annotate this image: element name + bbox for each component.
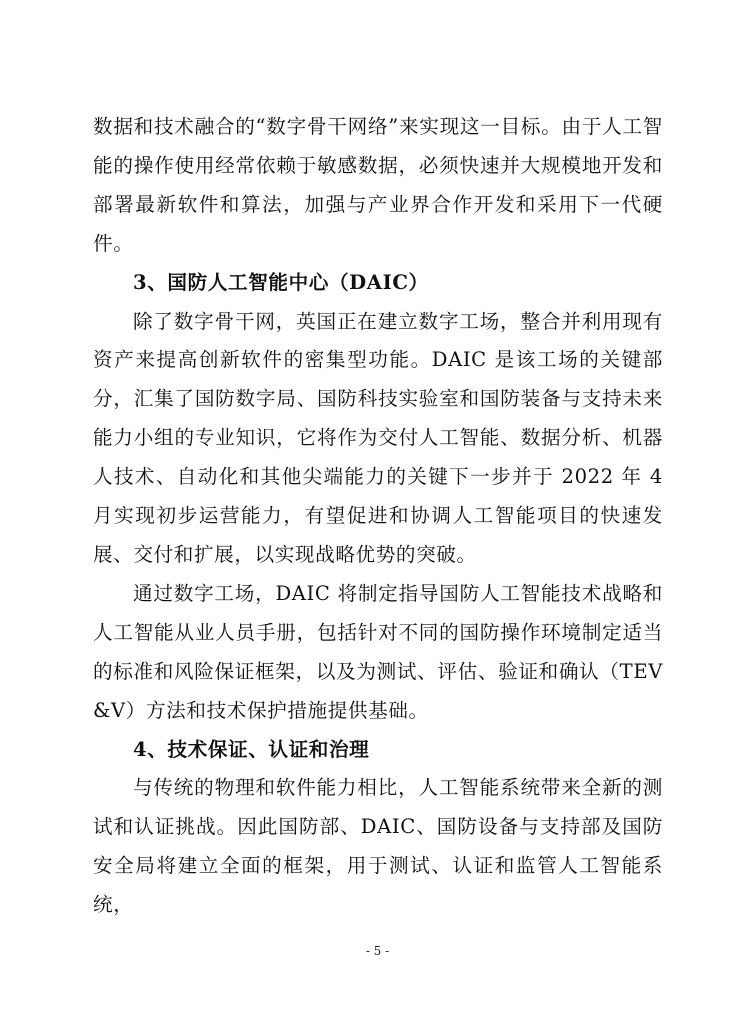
body-paragraph-daic-intro: 除了数字骨干网，英国正在建立数字工场，整合并利用现有资产来提高创新软件的密集型功能。DAIC 是该工场的关键部分，汇集了国防数字局、国防科技实验室和国防装备与支持未来能力小组的专业知识，它将作为交付人工智能、数据分析、机器人技术、自动化和其他尖端能力的关键下一步并于 2022 年 4 月实现初步运营能力，有望促进和协调人工智能项目的快速发展、交付和扩展，以实现战略优势的突破。 [93,309,663,566]
section-heading-4: 4、技术保证、认证和治理 [133,737,370,761]
body-paragraph-digital-foundry: 通过数字工场，DAIC 将制定指导国防人工智能技术战略和人工智能从业人员手册，包括针对不同的国防操作环境制定适当的标准和风险保证框架，以及为测试、评估、验证和确认（TEV&V）方法和技术保护措施提供基础。 [93,581,663,722]
section-heading-3: 3、国防人工智能中心（DAIC） [133,270,429,294]
body-paragraph-continued: 数据和技术融合的“数字骨干网络”来实现这一目标。由于人工智能的操作使用经常依赖于敏感数据，必须快速并大规模地开发和部署最新软件和算法，加强与产业界合作开发和采用下一代硬件。 [93,115,663,255]
body-paragraph-assurance: 与传统的物理和软件能力相比，人工智能系统带来全新的测试和认证挑战。因此国防部、DAIC、国防设备与支持部及国防安全局将建立全面的框架，用于测试、认证和监管人工智能系统， [93,776,663,917]
document-body [93,108,663,925]
page-number: - 5 - [365,944,390,958]
